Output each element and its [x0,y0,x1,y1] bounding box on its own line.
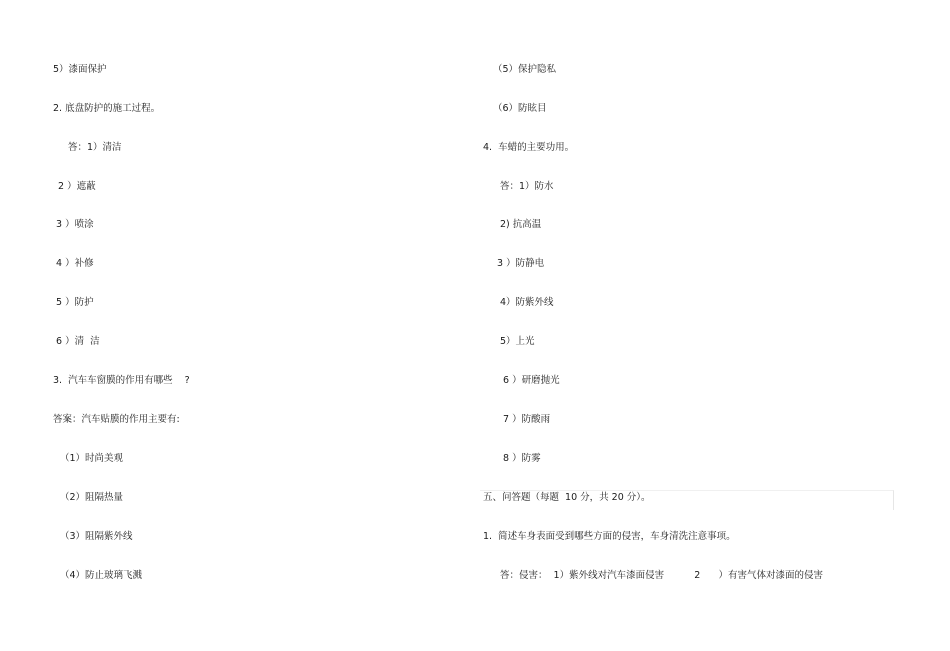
right-line-10: 7 ）防酸雨 [503,414,551,425]
left-line-1: 5）漆面保护 [53,64,107,75]
right-line-2: （6）防眩目 [493,103,547,114]
left-line-13: （3）阻隔紫外线 [60,531,133,542]
left-line-8: 6 ）清 洁 [56,336,100,347]
right-line-13: 1. 简述车身表面受到哪些方面的侵害，车身清洗注意事项。 [483,531,736,542]
right-line-8: 5）上光 [500,336,535,347]
right-line-1: （5）保护隐私 [493,64,557,75]
right-line-14: 答：侵害： 1）紫外线对汽车漆面侵害 2 ）有害气体对漆面的侵害 [500,570,823,581]
right-line-4: 答：1）防水 [500,181,554,192]
left-line-6: 4 ）补修 [56,258,94,269]
right-line-3: 4. 车蜡的主要功用。 [483,142,575,153]
right-line-5: 2) 抗高温 [500,219,542,230]
left-line-2: 2. 底盘防护的施工过程。 [53,103,161,114]
left-line-10: 答案：汽车贴膜的作用主要有: [53,414,180,425]
right-line-11: 8 ）防雾 [503,453,541,464]
left-line-5: 3 ）喷涂 [56,219,94,230]
left-line-3: 答：1）清洁 [68,142,122,153]
left-line-4: 2 ）遮蔽 [58,181,96,192]
left-line-9: 3. 汽车车窗膜的作用有哪些 ? [53,375,190,386]
left-line-14: （4）防止玻璃飞溅 [60,570,143,581]
right-line-7: 4）防紫外线 [500,297,554,308]
right-line-6: 3 ）防静电 [497,258,545,269]
right-line-9: 6 ）研磨抛光 [503,375,560,386]
section-heading: 五、问答题（每题 10 分，共 20 分）。 [483,492,651,503]
left-line-11: （1）时尚美观 [60,453,124,464]
left-line-7: 5 ）防护 [56,297,94,308]
left-line-12: （2）阻隔热量 [60,492,124,503]
